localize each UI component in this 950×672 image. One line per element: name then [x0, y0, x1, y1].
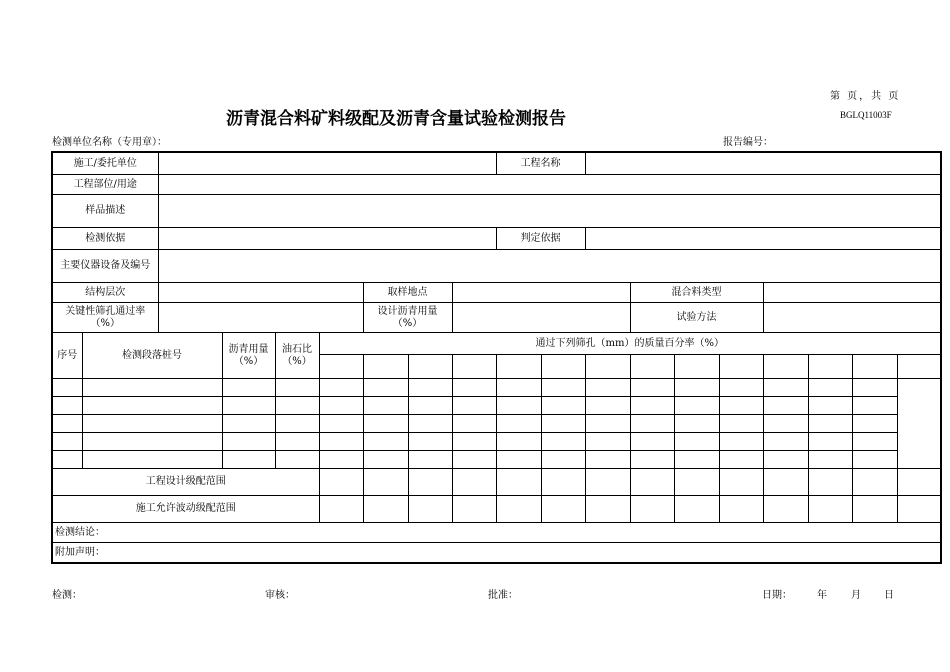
- form-code: BGLQ11003F: [840, 110, 892, 120]
- grid-cell[interactable]: [496, 451, 541, 469]
- grid-cell[interactable]: [852, 397, 897, 415]
- client-label: 施工/委托单位: [52, 152, 158, 175]
- key-sieve-text: 关键性筛孔通过率: [65, 305, 146, 317]
- date-label: 日期：: [762, 590, 792, 601]
- grid-cell[interactable]: [363, 433, 408, 451]
- grid-cell[interactable]: [222, 415, 275, 433]
- grid-cell[interactable]: [319, 451, 363, 469]
- grid-cell[interactable]: [496, 496, 541, 523]
- grid-cell[interactable]: [319, 379, 363, 397]
- grid-cell[interactable]: [52, 415, 82, 433]
- grid-cell[interactable]: [452, 379, 496, 397]
- data-row: [52, 433, 941, 451]
- grid-cell[interactable]: [763, 496, 808, 523]
- report-title: 沥青混合料矿料级配及沥青含量试验检测报告: [226, 109, 566, 129]
- passing-header: 通过下列筛孔（mm）的质量百分率（%）: [319, 333, 941, 355]
- layer-label: 结构层次: [52, 283, 158, 303]
- grid-cell[interactable]: [630, 397, 674, 415]
- grid-cell[interactable]: [763, 433, 808, 451]
- data-row: [52, 451, 941, 469]
- grid-cell[interactable]: [319, 469, 363, 496]
- grid-cell[interactable]: [496, 415, 541, 433]
- project-name-value[interactable]: [585, 152, 941, 175]
- grid-cell[interactable]: [319, 415, 363, 433]
- sieve-size-cell[interactable]: [496, 355, 541, 379]
- grid-cell[interactable]: [808, 451, 852, 469]
- grid-cell[interactable]: [808, 415, 852, 433]
- grid-cell[interactable]: [319, 433, 363, 451]
- grid-cell[interactable]: [541, 469, 585, 496]
- grid-cell[interactable]: [408, 397, 452, 415]
- grid-cell[interactable]: [452, 397, 496, 415]
- data-row: [52, 415, 941, 433]
- grid-cell[interactable]: [275, 451, 319, 469]
- grid-cell[interactable]: [52, 451, 82, 469]
- grid-cell[interactable]: [452, 451, 496, 469]
- report-table: [51, 151, 942, 564]
- grid-cell[interactable]: [452, 496, 496, 523]
- date-day: 日: [884, 590, 894, 601]
- grid-cell[interactable]: [82, 451, 222, 469]
- grid-cell[interactable]: [222, 379, 275, 397]
- seq-header: 序号: [52, 333, 82, 379]
- layer-value[interactable]: [158, 283, 363, 303]
- grid-cell[interactable]: [585, 415, 630, 433]
- binder-header-unit: （%）: [233, 355, 264, 367]
- tester-label: 检测：: [52, 590, 82, 601]
- grid-cell[interactable]: [674, 496, 719, 523]
- grid-cell[interactable]: [719, 451, 763, 469]
- grid-cell[interactable]: [496, 433, 541, 451]
- grid-cell[interactable]: [408, 451, 452, 469]
- grid-cell[interactable]: [496, 469, 541, 496]
- grid-cell[interactable]: [585, 469, 630, 496]
- sieve-size-cell[interactable]: [674, 355, 719, 379]
- ratio-header-text: 油石比: [282, 343, 312, 355]
- grid-cell[interactable]: [363, 379, 408, 397]
- mix-type-value[interactable]: [763, 283, 941, 303]
- grid-cell[interactable]: [222, 397, 275, 415]
- grid-cell[interactable]: [763, 451, 808, 469]
- grid-cell[interactable]: [275, 433, 319, 451]
- grid-cell[interactable]: [852, 379, 897, 397]
- grid-cell[interactable]: [275, 397, 319, 415]
- judge-basis-value[interactable]: [585, 228, 941, 250]
- grid-cell[interactable]: [719, 415, 763, 433]
- test-method-label: 试验方法: [630, 303, 763, 333]
- grid-cell[interactable]: [674, 451, 719, 469]
- grid-cell[interactable]: [541, 379, 585, 397]
- sieve-size-cell[interactable]: [808, 355, 852, 379]
- grid-cell[interactable]: [541, 451, 585, 469]
- grid-cell[interactable]: [408, 496, 452, 523]
- sieve-size-cell[interactable]: [452, 355, 496, 379]
- location-use-value[interactable]: [158, 175, 941, 195]
- grid-cell[interactable]: [808, 433, 852, 451]
- sample-desc-label: 样品描述: [52, 195, 158, 228]
- date-month: 月: [851, 590, 861, 601]
- binder-header-text: 沥青用量: [228, 343, 269, 355]
- grid-cell[interactable]: [585, 379, 630, 397]
- sample-desc-value[interactable]: [158, 195, 941, 228]
- grid-cell[interactable]: [319, 397, 363, 415]
- key-sieve-label: [52, 303, 158, 333]
- grid-cell[interactable]: [808, 469, 852, 496]
- location-use-label: 工程部位/用途: [52, 175, 158, 195]
- lab-name-label: 检测单位名称（专用章）：: [52, 137, 167, 148]
- grid-cell[interactable]: [719, 379, 763, 397]
- data-row: [52, 397, 941, 415]
- client-value[interactable]: [158, 152, 496, 175]
- grid-cell[interactable]: [363, 397, 408, 415]
- sieve-size-cell[interactable]: [541, 355, 585, 379]
- grid-cell[interactable]: [763, 397, 808, 415]
- grid-cell[interactable]: [897, 469, 941, 496]
- sieve-size-cell[interactable]: [763, 355, 808, 379]
- grid-cell[interactable]: [585, 433, 630, 451]
- grid-cell[interactable]: [719, 469, 763, 496]
- grid-cell[interactable]: [222, 451, 275, 469]
- grid-cell[interactable]: [363, 451, 408, 469]
- grid-cell[interactable]: [408, 415, 452, 433]
- reviewer-label: 审核：: [265, 590, 295, 601]
- grid-cell[interactable]: [52, 397, 82, 415]
- design-binder-value[interactable]: [452, 303, 630, 333]
- grid-cell[interactable]: [852, 451, 897, 469]
- design-binder-label: [363, 303, 452, 333]
- grid-cell[interactable]: [52, 379, 82, 397]
- grid-cell[interactable]: [52, 433, 82, 451]
- grid-cell[interactable]: [408, 379, 452, 397]
- grid-cell[interactable]: [674, 469, 719, 496]
- judge-basis-label: 判定依据: [496, 228, 585, 250]
- grid-cell[interactable]: [585, 397, 630, 415]
- grid-cell[interactable]: [496, 397, 541, 415]
- grid-cell[interactable]: [363, 415, 408, 433]
- grid-cell[interactable]: [630, 379, 674, 397]
- grid-cell[interactable]: [541, 415, 585, 433]
- grid-cell[interactable]: [852, 433, 897, 451]
- grid-cell[interactable]: [630, 433, 674, 451]
- ratio-header: [275, 333, 319, 379]
- sieve-size-cell[interactable]: [897, 355, 941, 379]
- grid-cell[interactable]: [363, 469, 408, 496]
- grid-cell[interactable]: [363, 496, 408, 523]
- report-no-label: 报告编号：: [723, 137, 773, 148]
- grid-cell[interactable]: [808, 379, 852, 397]
- sieve-size-cell[interactable]: [630, 355, 674, 379]
- test-basis-value[interactable]: [158, 228, 496, 250]
- grid-cell[interactable]: [408, 433, 452, 451]
- grid-cell[interactable]: [452, 433, 496, 451]
- grid-cell[interactable]: [82, 379, 222, 397]
- page-info: 第 页，共 页: [830, 91, 901, 102]
- grid-cell[interactable]: [852, 469, 897, 496]
- sieve-size-cell[interactable]: [319, 355, 363, 379]
- data-row: [52, 379, 941, 397]
- approver-label: 批准：: [488, 590, 518, 601]
- grid-cell[interactable]: [82, 397, 222, 415]
- grid-cell[interactable]: [630, 451, 674, 469]
- note-row[interactable]: 附加声明：: [52, 543, 941, 564]
- sieve-size-cell[interactable]: [408, 355, 452, 379]
- pile-header: 检测段落桩号: [82, 333, 222, 379]
- grid-cell[interactable]: [630, 496, 674, 523]
- grid-cell[interactable]: [319, 496, 363, 523]
- instruments-value[interactable]: [158, 250, 941, 283]
- grid-cell[interactable]: [541, 397, 585, 415]
- grid-cell[interactable]: [852, 496, 897, 523]
- grid-cell[interactable]: [408, 469, 452, 496]
- grid-cell[interactable]: [82, 415, 222, 433]
- grid-cell[interactable]: [541, 433, 585, 451]
- design-binder-unit: （%）: [392, 317, 423, 329]
- design-range-label: 工程设计级配范围: [52, 469, 319, 496]
- sieve-size-cell[interactable]: [719, 355, 763, 379]
- date-year: 年: [817, 590, 827, 601]
- mix-type-label: 混合料类型: [630, 283, 763, 303]
- grid-cell[interactable]: [674, 379, 719, 397]
- grid-cell[interactable]: [630, 415, 674, 433]
- grid-cell[interactable]: [275, 415, 319, 433]
- grid-cell[interactable]: [763, 379, 808, 397]
- grid-cell[interactable]: [82, 433, 222, 451]
- grid-cell[interactable]: [630, 469, 674, 496]
- grid-cell[interactable]: [452, 469, 496, 496]
- sampling-site-label: 取样地点: [363, 283, 452, 303]
- grid-cell[interactable]: [585, 451, 630, 469]
- sampling-site-value[interactable]: [452, 283, 630, 303]
- grid-cell[interactable]: [763, 415, 808, 433]
- project-name-label: 工程名称: [496, 152, 585, 175]
- key-sieve-value[interactable]: [158, 303, 363, 333]
- grid-cell[interactable]: [719, 397, 763, 415]
- test-method-value[interactable]: [763, 303, 941, 333]
- allowed-range-label: 施工允许波动级配范围: [52, 496, 319, 523]
- test-basis-label: 检测依据: [52, 228, 158, 250]
- sieve-size-cell[interactable]: [585, 355, 630, 379]
- instruments-label: 主要仪器设备及编号: [52, 250, 158, 283]
- grid-cell[interactable]: [585, 496, 630, 523]
- grid-cell[interactable]: [719, 496, 763, 523]
- grid-cell[interactable]: [674, 433, 719, 451]
- conclusion-row[interactable]: 检测结论：: [52, 523, 941, 543]
- grid-cell[interactable]: [452, 415, 496, 433]
- key-sieve-unit: （%）: [90, 317, 120, 329]
- grid-cell[interactable]: [541, 496, 585, 523]
- grid-cell[interactable]: [719, 433, 763, 451]
- grid-cell[interactable]: [808, 496, 852, 523]
- grid-cell[interactable]: [808, 397, 852, 415]
- grid-cell[interactable]: [763, 469, 808, 496]
- grid-cell[interactable]: [674, 397, 719, 415]
- grid-cell[interactable]: [852, 415, 897, 433]
- binder-header: [222, 333, 275, 379]
- sieve-size-cell[interactable]: [852, 355, 897, 379]
- sieve-size-cell[interactable]: [363, 355, 408, 379]
- grid-cell[interactable]: [674, 415, 719, 433]
- grid-cell[interactable]: [897, 496, 941, 523]
- grid-cell[interactable]: [222, 433, 275, 451]
- grid-cell[interactable]: [496, 379, 541, 397]
- grid-cell[interactable]: [275, 379, 319, 397]
- design-binder-text: 设计沥青用量: [377, 305, 438, 317]
- ratio-header-unit: （%）: [282, 355, 312, 367]
